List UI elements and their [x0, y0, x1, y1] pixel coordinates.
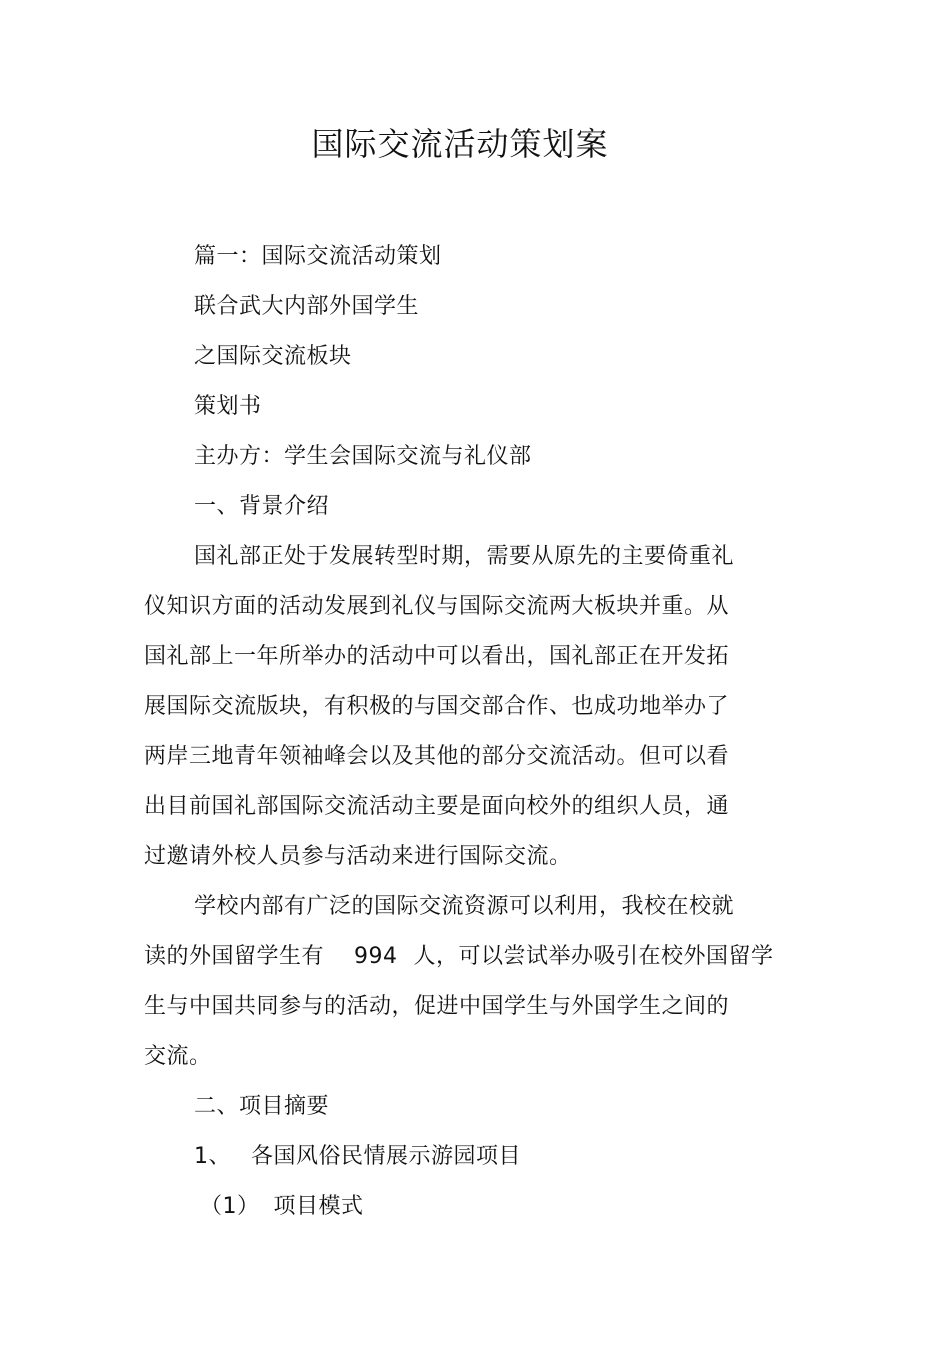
- paragraph-line: 展国际交流版块，有积极的与国交部合作、也成功地举办了: [144, 694, 730, 719]
- paragraph-line: 交流。: [144, 1044, 212, 1069]
- paragraph-line: 过邀请外校人员参与活动来进行国际交流。: [144, 844, 572, 869]
- list-item: [194, 1142, 521, 1172]
- sub-list-item: [200, 1192, 364, 1222]
- organizer-line: 主办方：学生会国际交流与礼仪部: [194, 444, 532, 469]
- student-count: 994: [354, 944, 398, 969]
- paragraph-line: 国礼部上一年所举办的活动中可以看出，国礼部正在开发拓: [144, 644, 730, 669]
- subtitle-line: 策划书: [194, 394, 262, 419]
- paragraph-line: 仪知识方面的活动发展到礼仪与国际交流两大板块并重。从: [144, 594, 730, 619]
- document-title: 国际交流活动策划案: [311, 125, 609, 163]
- list-item-text: 各国风俗民情展示游园项目: [251, 1144, 522, 1169]
- list-marker: （1）: [200, 1194, 260, 1219]
- paragraph-line: 学校内部有广泛的国际交流资源可以利用，我校在校就: [194, 894, 735, 919]
- subtitle-line: 联合武大内部外国学生: [194, 294, 420, 319]
- subtitle-line: 之国际交流板块: [194, 344, 352, 369]
- list-marker: 1、: [194, 1144, 231, 1169]
- paragraph-line-with-number: [144, 942, 774, 972]
- section-heading-part-one: 篇一：国际交流活动策划: [194, 244, 442, 269]
- list-item-text: 项目模式: [273, 1194, 364, 1219]
- paragraph-line: 国礼部正处于发展转型时期，需要从原先的主要倚重礼: [194, 544, 735, 569]
- paragraph-text: 人，可以尝试举办吸引在校外国留学: [413, 944, 774, 969]
- paragraph-text: 读的外国留学生有: [144, 944, 325, 969]
- section-heading-summary: 二、项目摘要: [194, 1094, 330, 1119]
- paragraph-line: 出目前国礼部国际交流活动主要是面向校外的组织人员，通: [144, 794, 730, 819]
- paragraph-line: 生与中国共同参与的活动，促进中国学生与外国学生之间的: [144, 994, 730, 1019]
- paragraph-line: 两岸三地青年领袖峰会以及其他的部分交流活动。但可以看: [144, 744, 730, 769]
- section-heading-background: 一、背景介绍: [194, 494, 330, 519]
